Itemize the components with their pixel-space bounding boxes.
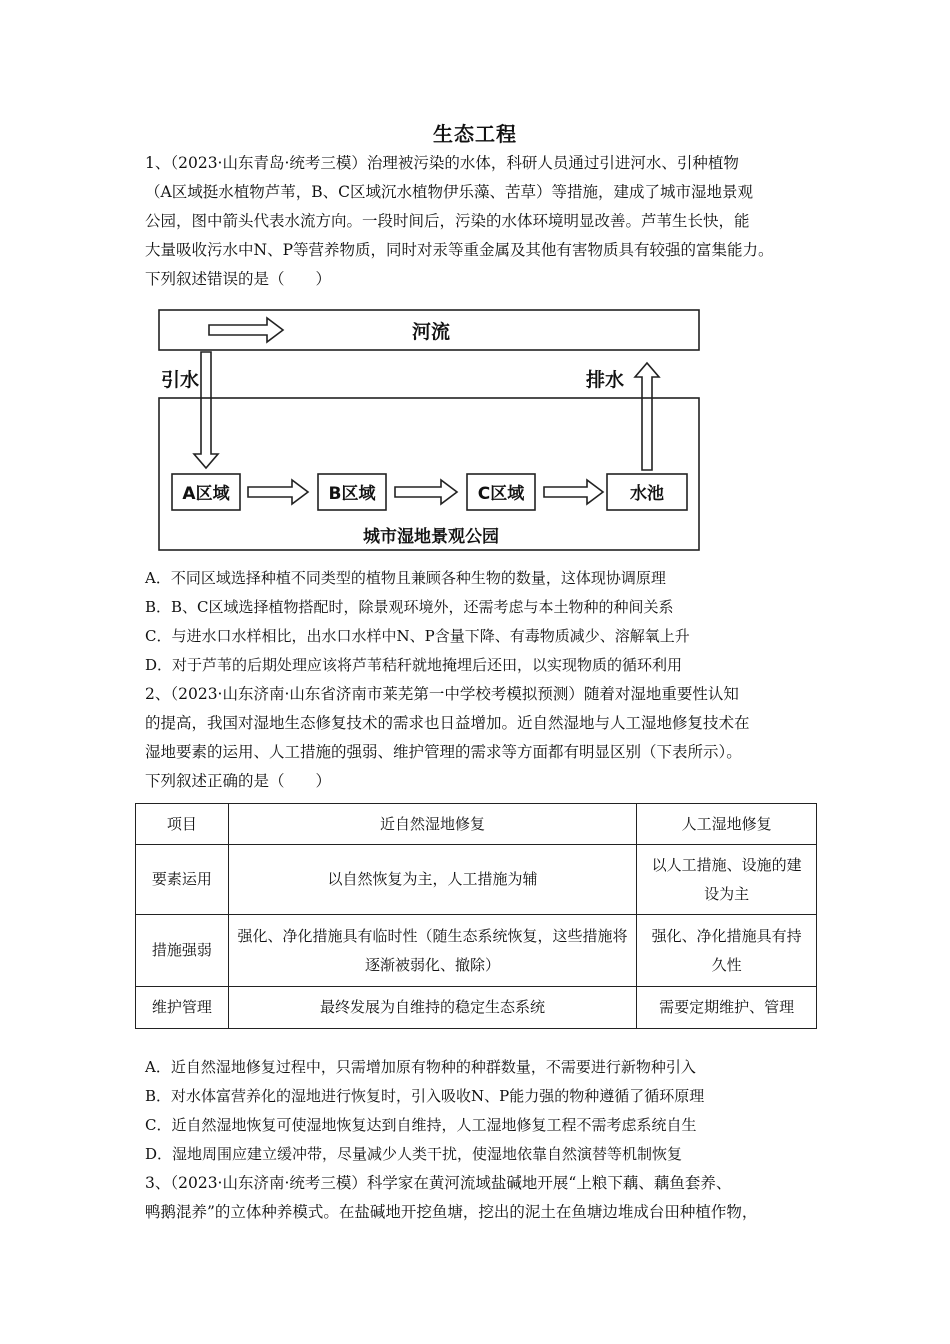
question-1-stem xyxy=(145,149,825,294)
zone-c-label: C区域 xyxy=(477,484,525,504)
table-header-cell: 近自然湿地修复 xyxy=(228,804,636,845)
page-title: 生态工程 xyxy=(433,122,517,146)
outflow-label: 排水 xyxy=(585,369,625,391)
table-cell: 以自然恢复为主，人工措施为辅 xyxy=(228,845,636,915)
table-header-cell: 人工湿地修复 xyxy=(637,804,817,845)
table-cell: 以人工措施、设施的建设为主 xyxy=(637,845,817,915)
comparison-table xyxy=(135,803,817,1029)
question-1-line: 1、（2023·山东青岛·统考三模）治理被污染的水体，科研人员通过引进河水、引种植物 xyxy=(145,154,739,172)
question-2-line: 湿地要素的运用、人工措施的强弱、维护管理的需求等方面都有明显区别（下表所示）。 xyxy=(145,743,742,761)
question-2-option-a: A．近自然湿地修复过程中，只需增加原有物种的种群数量，不需要进行新物种引入 xyxy=(145,1058,696,1076)
question-2-line: 下列叙述正确的是（ ） xyxy=(145,772,332,790)
river-label: 河流 xyxy=(411,321,451,343)
question-1-line: 公园，图中箭头代表水流方向。一段时间后，污染的水体环境明显改善。芦苇生长快，能 xyxy=(145,212,750,230)
table-header-cell: 项目 xyxy=(136,804,229,845)
pool-label: 水池 xyxy=(630,484,664,504)
table-row xyxy=(136,845,817,915)
question-1-line: 大量吸收污水中N、P等营养物质，同时对汞等重金属及其他有害物质具有较强的富集能力。 xyxy=(145,241,774,259)
table-cell: 要素运用 xyxy=(136,845,229,915)
outflow-arrow xyxy=(635,363,659,470)
question-2-line: 的提高，我国对湿地生态修复技术的需求也日益增加。近自然湿地与人工湿地修复技术在 xyxy=(145,714,750,732)
flow-arrow-c-pool xyxy=(544,480,603,504)
question-3-stem xyxy=(145,1169,825,1227)
question-2-option-b: B．对水体富营养化的湿地进行恢复时，引入吸收N、P能力强的物种遵循了循环原理 xyxy=(145,1087,705,1105)
table-header-row xyxy=(136,804,817,845)
zone-a-label: A区域 xyxy=(182,484,230,504)
zone-b-label: B区域 xyxy=(328,484,376,504)
question-1-line: （A区域挺水植物芦苇，B、C区域沉水植物伊乐藻、苦草）等措施，建成了城市湿地景观 xyxy=(145,183,753,201)
table-cell: 强化、净化措施具有持久性 xyxy=(637,915,817,987)
wetland-flow-diagram xyxy=(155,308,705,556)
question-2-option-c: C．近自然湿地恢复可使湿地恢复达到自维持，人工湿地修复工程不需考虑系统自生 xyxy=(145,1116,697,1134)
table-cell: 强化、净化措施具有临时性（随生态系统恢复，这些措施将逐渐被弱化、撤除） xyxy=(228,915,636,987)
question-1-option-b: B．B、C区域选择植物搭配时，除景观环境外，还需考虑与本土物种的种间关系 xyxy=(145,598,674,616)
question-1-option-c: C．与进水口水样相比，出水口水样中N、P含量下降、有毒物质减少、溶解氧上升 xyxy=(145,627,690,645)
question-2-line: 2、（2023·山东济南·山东省济南市莱芜第一中学校考模拟预测）随着对湿地重要性认知 xyxy=(145,685,739,703)
table-row xyxy=(136,915,817,987)
question-1-option-a: A．不同区域选择种植不同类型的植物且兼顾各种生物的数量，这体现协调原理 xyxy=(145,569,666,587)
question-2-stem xyxy=(145,680,825,796)
table-cell: 需要定期维护、管理 xyxy=(637,987,817,1029)
question-2-option-d: D．湿地周围应建立缓冲带，尽量减少人类干扰，使湿地依靠自然演替等机制恢复 xyxy=(145,1145,683,1163)
table-cell: 最终发展为自维持的稳定生态系统 xyxy=(228,987,636,1029)
question-3-line: 鸭鹅混养”的立体种养模式。在盐碱地开挖鱼塘，挖出的泥土在鱼塘边堆成台田种植作物， xyxy=(145,1203,758,1221)
park-label: 城市湿地景观公园 xyxy=(363,527,499,547)
question-3-line: 3、（2023·山东济南·统考三模）科学家在黄河流域盐碱地开展“上粮下藕、藕鱼套养、 xyxy=(145,1174,732,1192)
table-cell: 维护管理 xyxy=(136,987,229,1029)
table-row xyxy=(136,987,817,1029)
question-1-line: 下列叙述错误的是（ ） xyxy=(145,270,332,288)
inflow-label: 引水 xyxy=(160,369,200,391)
question-1-option-d: D．对于芦苇的后期处理应该将芦苇秸秆就地掩埋后还田，以实现物质的循环利用 xyxy=(145,656,683,674)
flow-arrow-b-c xyxy=(395,480,457,504)
table-cell: 措施强弱 xyxy=(136,915,229,987)
river-flow-arrow xyxy=(209,318,283,342)
flow-arrow-a-b xyxy=(248,480,308,504)
